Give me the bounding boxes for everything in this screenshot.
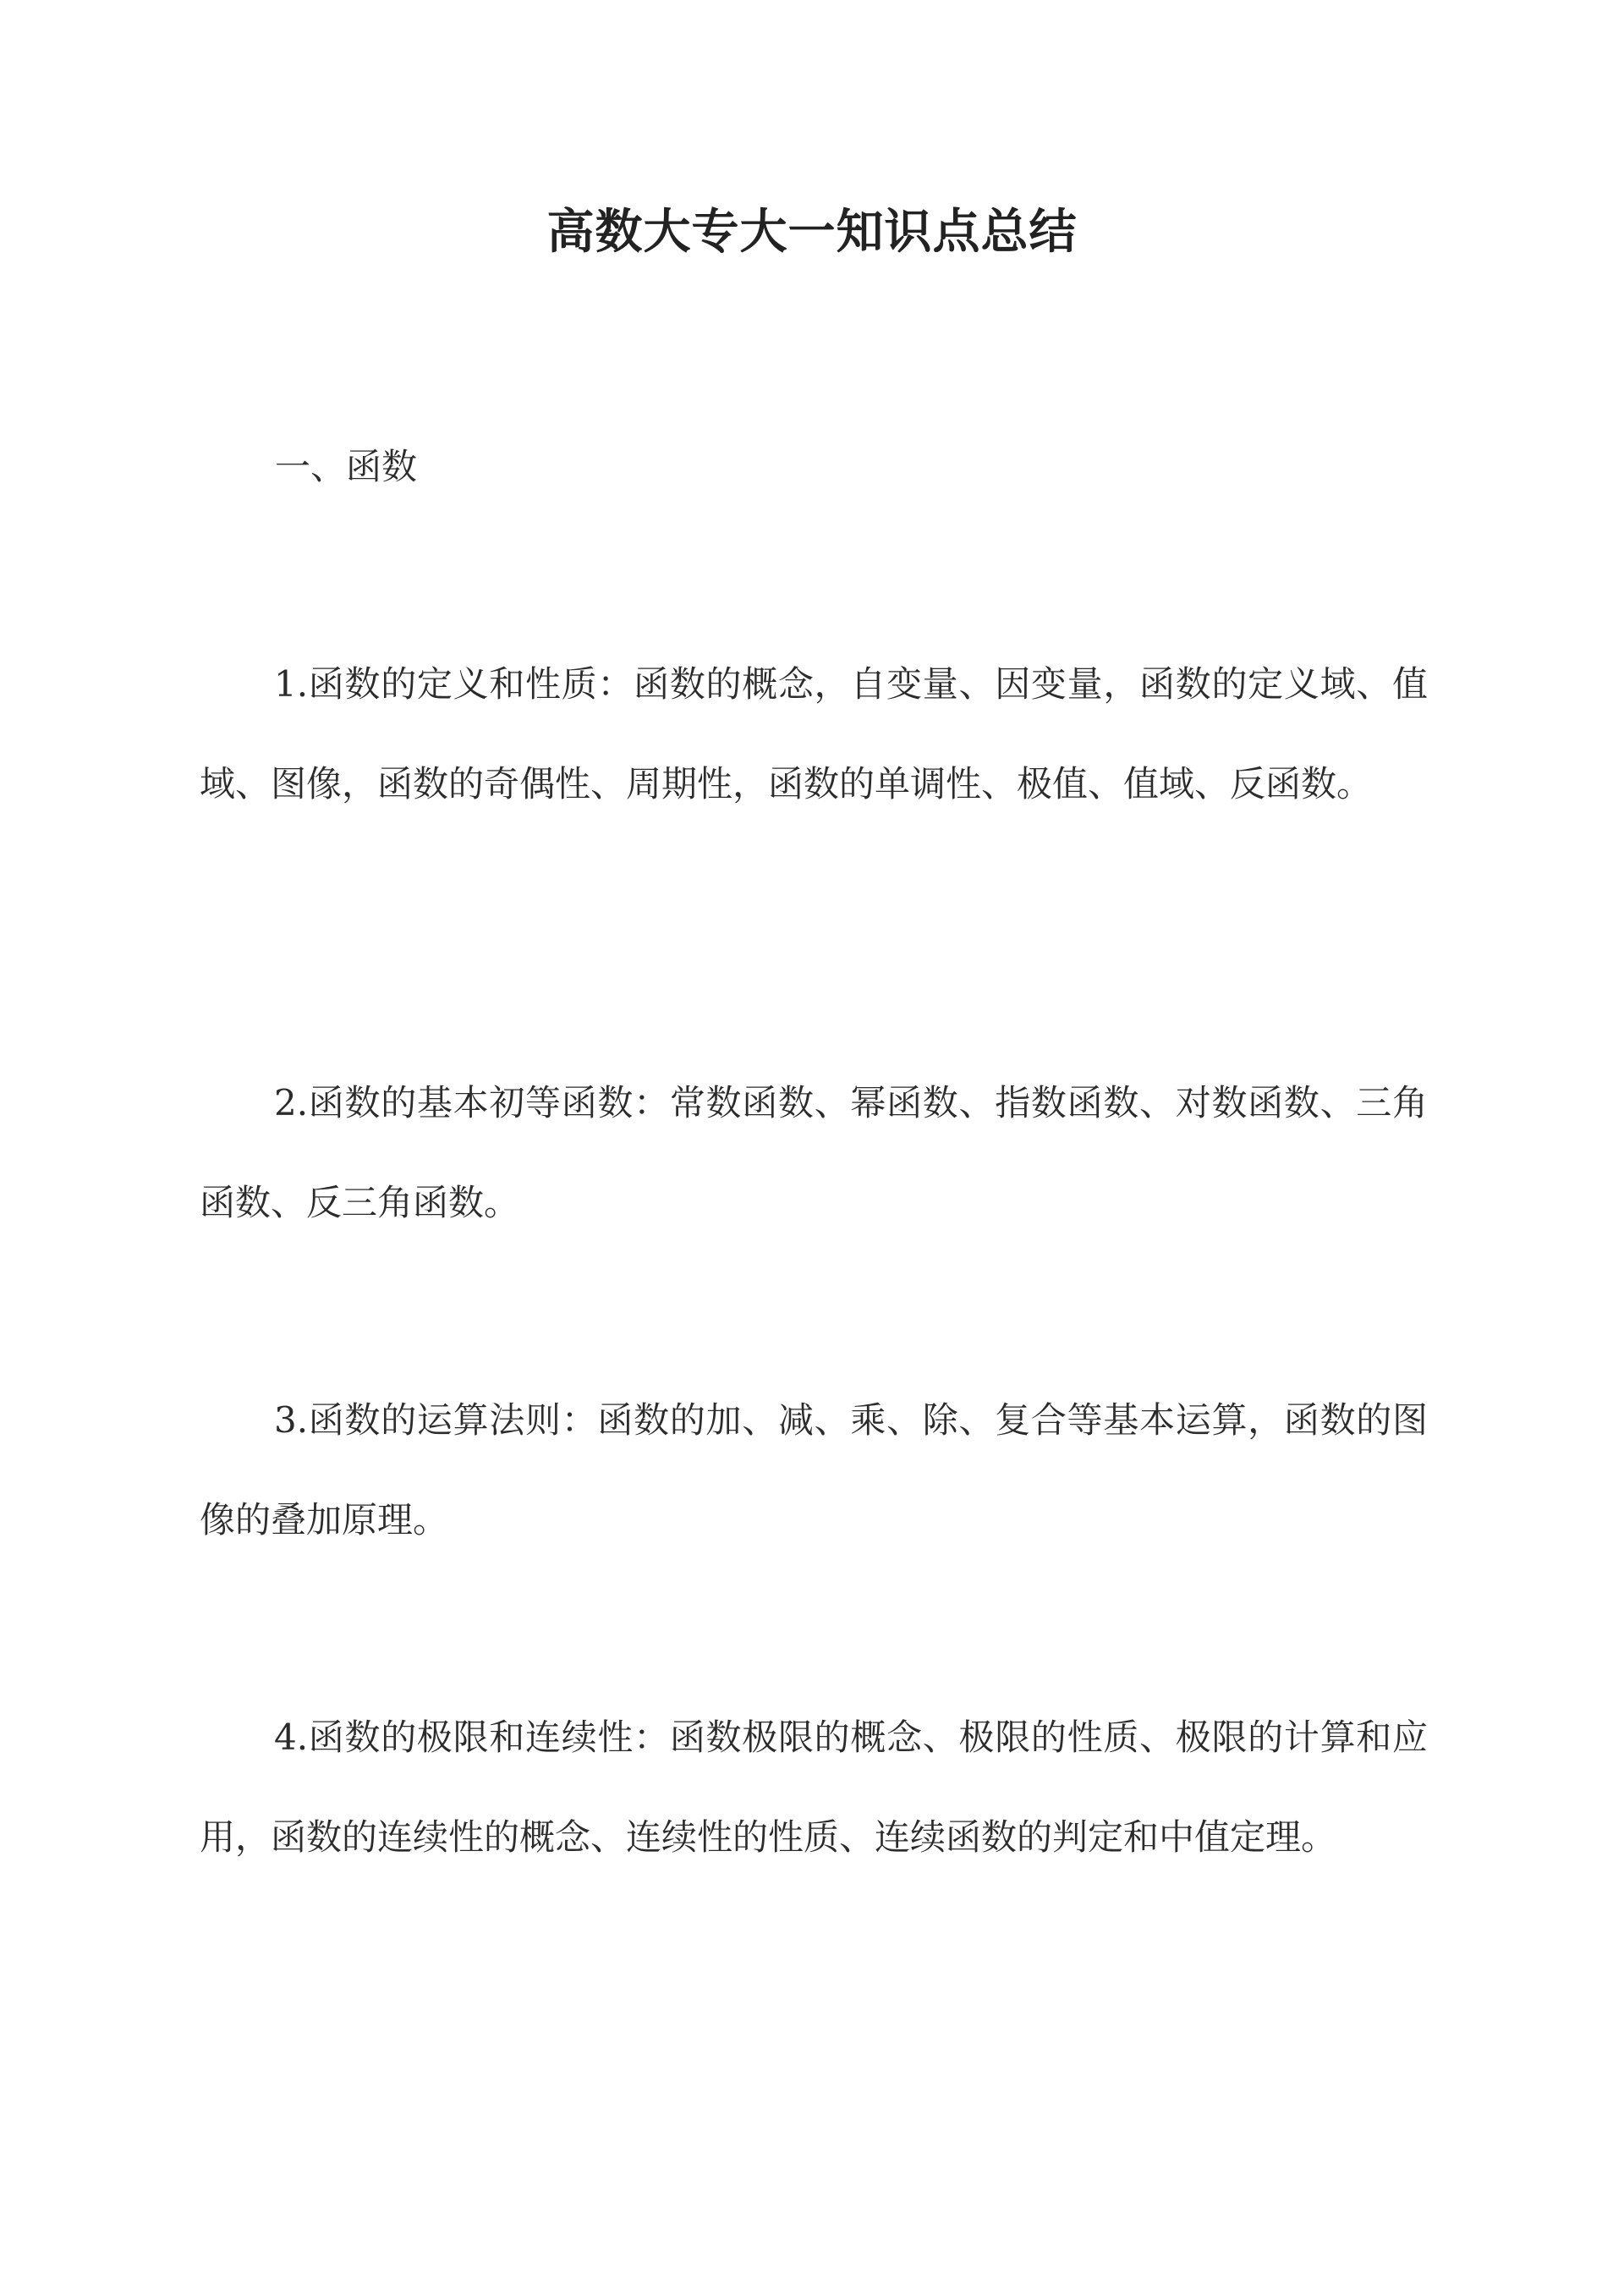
paragraph-3: 3.函数的运算法则：函数的加、减、乘、除、复合等基本运算，函数的图像的叠加原理。 [200,1399,1428,1541]
document-title: 高数大专大一知识点总结 [546,204,1078,260]
paragraph-4: 4.函数的极限和连续性：函数极限的概念、极限的性质、极限的计算和应用，函数的连续性的概念、连续性的性质、连续函数的判定和中值定理。 [200,1717,1428,1858]
paragraph-2: 2.函数的基本初等函数：常数函数、幂函数、指数函数、对数函数、三角函数、反三角函数。 [200,1082,1428,1223]
paragraph-1: 1.函数的定义和性质：函数的概念，自变量、因变量，函数的定义域、值域、图像，函数的奇偶性、周期性，函数的单调性、极值、值域、反函数。 [200,663,1428,805]
section-heading: 一、函数 [275,446,418,487]
